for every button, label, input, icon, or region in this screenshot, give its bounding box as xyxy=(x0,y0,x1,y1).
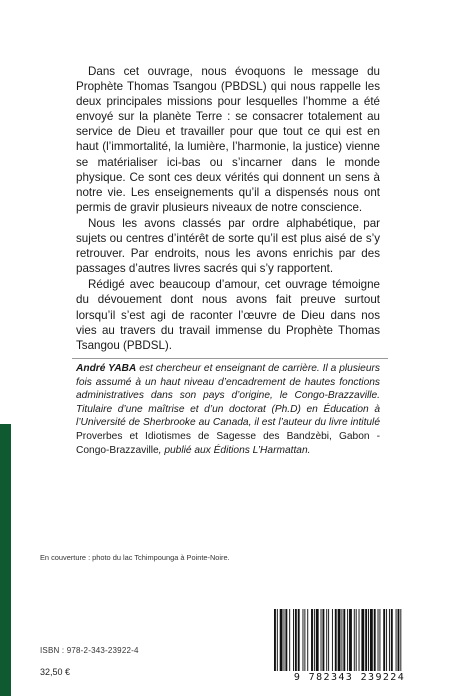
barcode-bar xyxy=(295,609,297,671)
barcode-bar xyxy=(361,609,364,671)
author-bio xyxy=(76,362,380,457)
barcode-bar xyxy=(400,609,401,671)
barcode-bar xyxy=(386,609,387,671)
barcode-bar xyxy=(293,609,294,671)
barcode-bar xyxy=(374,609,376,671)
author-bio-text-end: , publié aux Éditions L’Harmattan. xyxy=(158,444,311,456)
barcode-bar xyxy=(368,609,369,671)
barcode-bar xyxy=(285,609,287,671)
barcode-bar xyxy=(274,609,276,671)
barcode-bar xyxy=(398,609,400,671)
barcode-bar xyxy=(316,609,319,671)
barcode-number: 9 782343 239224 xyxy=(293,672,406,683)
barcode-bar xyxy=(338,609,341,671)
barcode-bar xyxy=(314,609,315,671)
cover-photo-credit: En couverture : photo du lac Tchimpounga à Pointe-Noire. xyxy=(40,553,230,562)
barcode-bar xyxy=(322,609,324,671)
barcode-bar xyxy=(383,609,385,671)
barcode xyxy=(270,609,429,685)
barcode-bar xyxy=(365,609,367,671)
barcode-bar xyxy=(356,609,357,671)
divider xyxy=(72,358,388,359)
barcode-bar xyxy=(332,609,333,671)
barcode-bar xyxy=(289,609,290,671)
barcode-bar xyxy=(277,609,278,671)
barcode-bar xyxy=(304,609,305,671)
barcode-bar xyxy=(379,609,380,671)
barcode-bar xyxy=(391,609,393,671)
barcode-bar xyxy=(389,609,390,671)
author-name: André YABA xyxy=(76,363,137,374)
barcode-bar xyxy=(326,609,327,671)
barcode-bars xyxy=(270,609,429,673)
barcode-bar xyxy=(354,609,355,671)
barcode-bar xyxy=(349,609,352,671)
barcode-bar xyxy=(280,609,283,671)
barcode-bar xyxy=(335,609,337,671)
blurb-paragraph: Nous les avons classés par ordre alphabétique, par sujets ou centres d’intérêt de sorte qu’il est plus aisé de s’y retrouver. Par endroits, nous les avons enrichis par des passages d’autres livres sacrés qui s’y rapportent. xyxy=(76,216,380,276)
barcode-bar xyxy=(341,609,342,671)
back-cover-blurb xyxy=(76,64,380,353)
barcode-bar xyxy=(321,609,322,671)
green-edge-bar xyxy=(0,424,11,696)
barcode-bar xyxy=(396,609,397,671)
blurb-paragraph: Rédigé avec beaucoup d’amour, cet ouvrage témoigne du dévouement dont nous avons fait preuve surtout lorsqu’il s’est agi de raconter l’œuvre de Dieu dans nos vies au travers du travail immense du Prophète Thomas Tsangou (PBDSL). xyxy=(76,278,380,352)
barcode-bar xyxy=(378,609,379,671)
price-text: 32,50 € xyxy=(40,667,71,677)
barcode-bar xyxy=(370,609,373,671)
barcode-bar xyxy=(359,609,360,671)
blurb-paragraph: Dans cet ouvrage, nous évoquons le message du Prophète Thomas Tsangou (PBDSL) qui nous rappelle les deux principales missions pour lesquelles l’homme a été envoyé sur la planète Terre : se consacrer totalement au service de Dieu et travailler pour que tout ce qui est en haut (l’immortalité, la lumière, l’harmonie, la justice) vienne se matérialiser ici-bas ou s’incarner dans le monde physique. Ce sont ces deux vérités qui donnent un sens à notre vie. Les enseignements qu’il a dispensés nous ont permis de gravir plusieurs niveaux de notre conscience. xyxy=(76,65,380,214)
barcode-bar xyxy=(303,609,304,671)
barcode-bar xyxy=(328,609,329,671)
barcode-bar xyxy=(343,609,345,671)
isbn-text: ISBN : 978-2-343-23922-4 xyxy=(40,646,139,655)
barcode-bar xyxy=(311,609,313,671)
barcode-bar xyxy=(307,609,308,671)
barcode-bar xyxy=(284,609,285,671)
book-title: Proverbes et Idiotismes de Sagesse des Bandzèbi, Gabon - Congo-Brazzaville xyxy=(76,430,380,456)
author-bio-text: est chercheur et enseignant de carrière. Il a plusieurs fois assumé à un haut niveau d’encadrement de hautes fonctions administratives dans son pays d’origine, le Congo-Brazzaville. Titulaire d’une maîtrise et d’un doctorat (Ph.D) en Éducation à l’Université de Sherbrooke au Canada, il est l’auteur du livre intitulé xyxy=(76,363,380,429)
barcode-bar xyxy=(298,609,300,671)
barcode-bar xyxy=(347,609,348,671)
